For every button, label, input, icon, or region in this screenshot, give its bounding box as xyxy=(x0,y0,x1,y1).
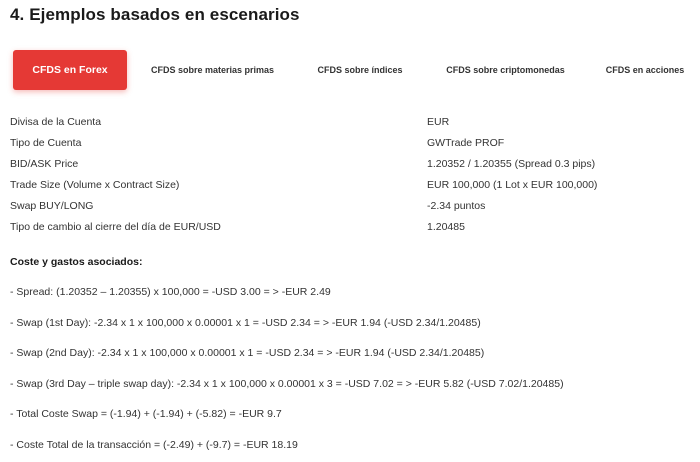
cost-line-swap-day2: - Swap (2nd Day): -2.34 x 1 x 100,000 x 0.00001 x 1 = -USD 2.34 = > -EUR 1.94 (-USD 2.34/1.20485) xyxy=(10,347,485,359)
cost-line-swap-day1: - Swap (1st Day): -2.34 x 1 x 100,000 x 0.00001 x 1 = -USD 2.34 = > -EUR 1.94 (-USD 2.34/1.20485) xyxy=(10,316,481,329)
detail-key: Trade Size (Volume x Contract Size) xyxy=(10,179,180,191)
detail-key: Divisa de la Cuenta xyxy=(10,116,102,128)
section-heading: 4. Ejemplos basados en escenarios xyxy=(10,5,300,24)
detail-value: GWTrade PROF xyxy=(427,137,505,149)
detail-row-divisa xyxy=(10,114,690,135)
detail-key: BID/ASK Price xyxy=(10,158,79,170)
tab-cfds-criptomonedas[interactable]: CFDS sobre criptomonedas xyxy=(446,65,565,75)
detail-row-trade-size xyxy=(10,177,690,198)
tab-cfds-indices[interactable]: CFDS sobre índices xyxy=(317,65,403,75)
detail-value: 1.20485 xyxy=(427,221,465,233)
detail-value: 1.20352 / 1.20355 (Spread 0.3 pips) xyxy=(427,158,596,170)
detail-key: Tipo de cambio al cierre del día de EUR/USD xyxy=(10,221,221,233)
detail-row-tipo-cambio xyxy=(10,219,690,240)
detail-key: Swap BUY/LONG xyxy=(10,200,94,212)
cost-lines xyxy=(10,286,700,462)
detail-row-swap xyxy=(10,198,690,219)
costs-title: Coste y gastos asociados: xyxy=(10,256,143,268)
cost-line-swap-day3: - Swap (3rd Day – triple swap day): -2.34 x 1 x 100,000 x 0.00001 x 3 = -USD 7.02 = > -EUR 5.82 (-USD 7.02/1.20485) xyxy=(10,377,564,390)
detail-value: -2.34 puntos xyxy=(427,200,486,212)
cost-line-spread: - Spread: (1.20352 – 1.20355) x 100,000 = -USD 3.00 = > -EUR 2.49 xyxy=(10,286,331,298)
tab-cfds-materias-primas[interactable]: CFDS sobre materias primas xyxy=(150,65,275,75)
detail-value: EUR 100,000 (1 Lot x EUR 100,000) xyxy=(427,179,598,191)
detail-row-bid-ask xyxy=(10,156,690,177)
tab-cfds-forex[interactable]: CFDS en Forex xyxy=(13,50,127,90)
detail-value: EUR xyxy=(427,116,450,128)
detail-key: Tipo de Cuenta xyxy=(10,137,82,149)
tab-cfds-acciones[interactable]: CFDS en acciones xyxy=(605,65,685,75)
cost-line-total-swap: - Total Coste Swap = (-1.94) + (-1.94) + (-5.82) = -EUR 9.7 xyxy=(10,408,282,420)
detail-row-tipo-cuenta xyxy=(10,135,690,156)
scenario-tabs xyxy=(0,50,700,94)
cost-line-total: - Coste Total de la transacción = (-2.49) + (-9.7) = -EUR 18.19 xyxy=(10,438,298,451)
scenario-details-table xyxy=(10,114,690,240)
